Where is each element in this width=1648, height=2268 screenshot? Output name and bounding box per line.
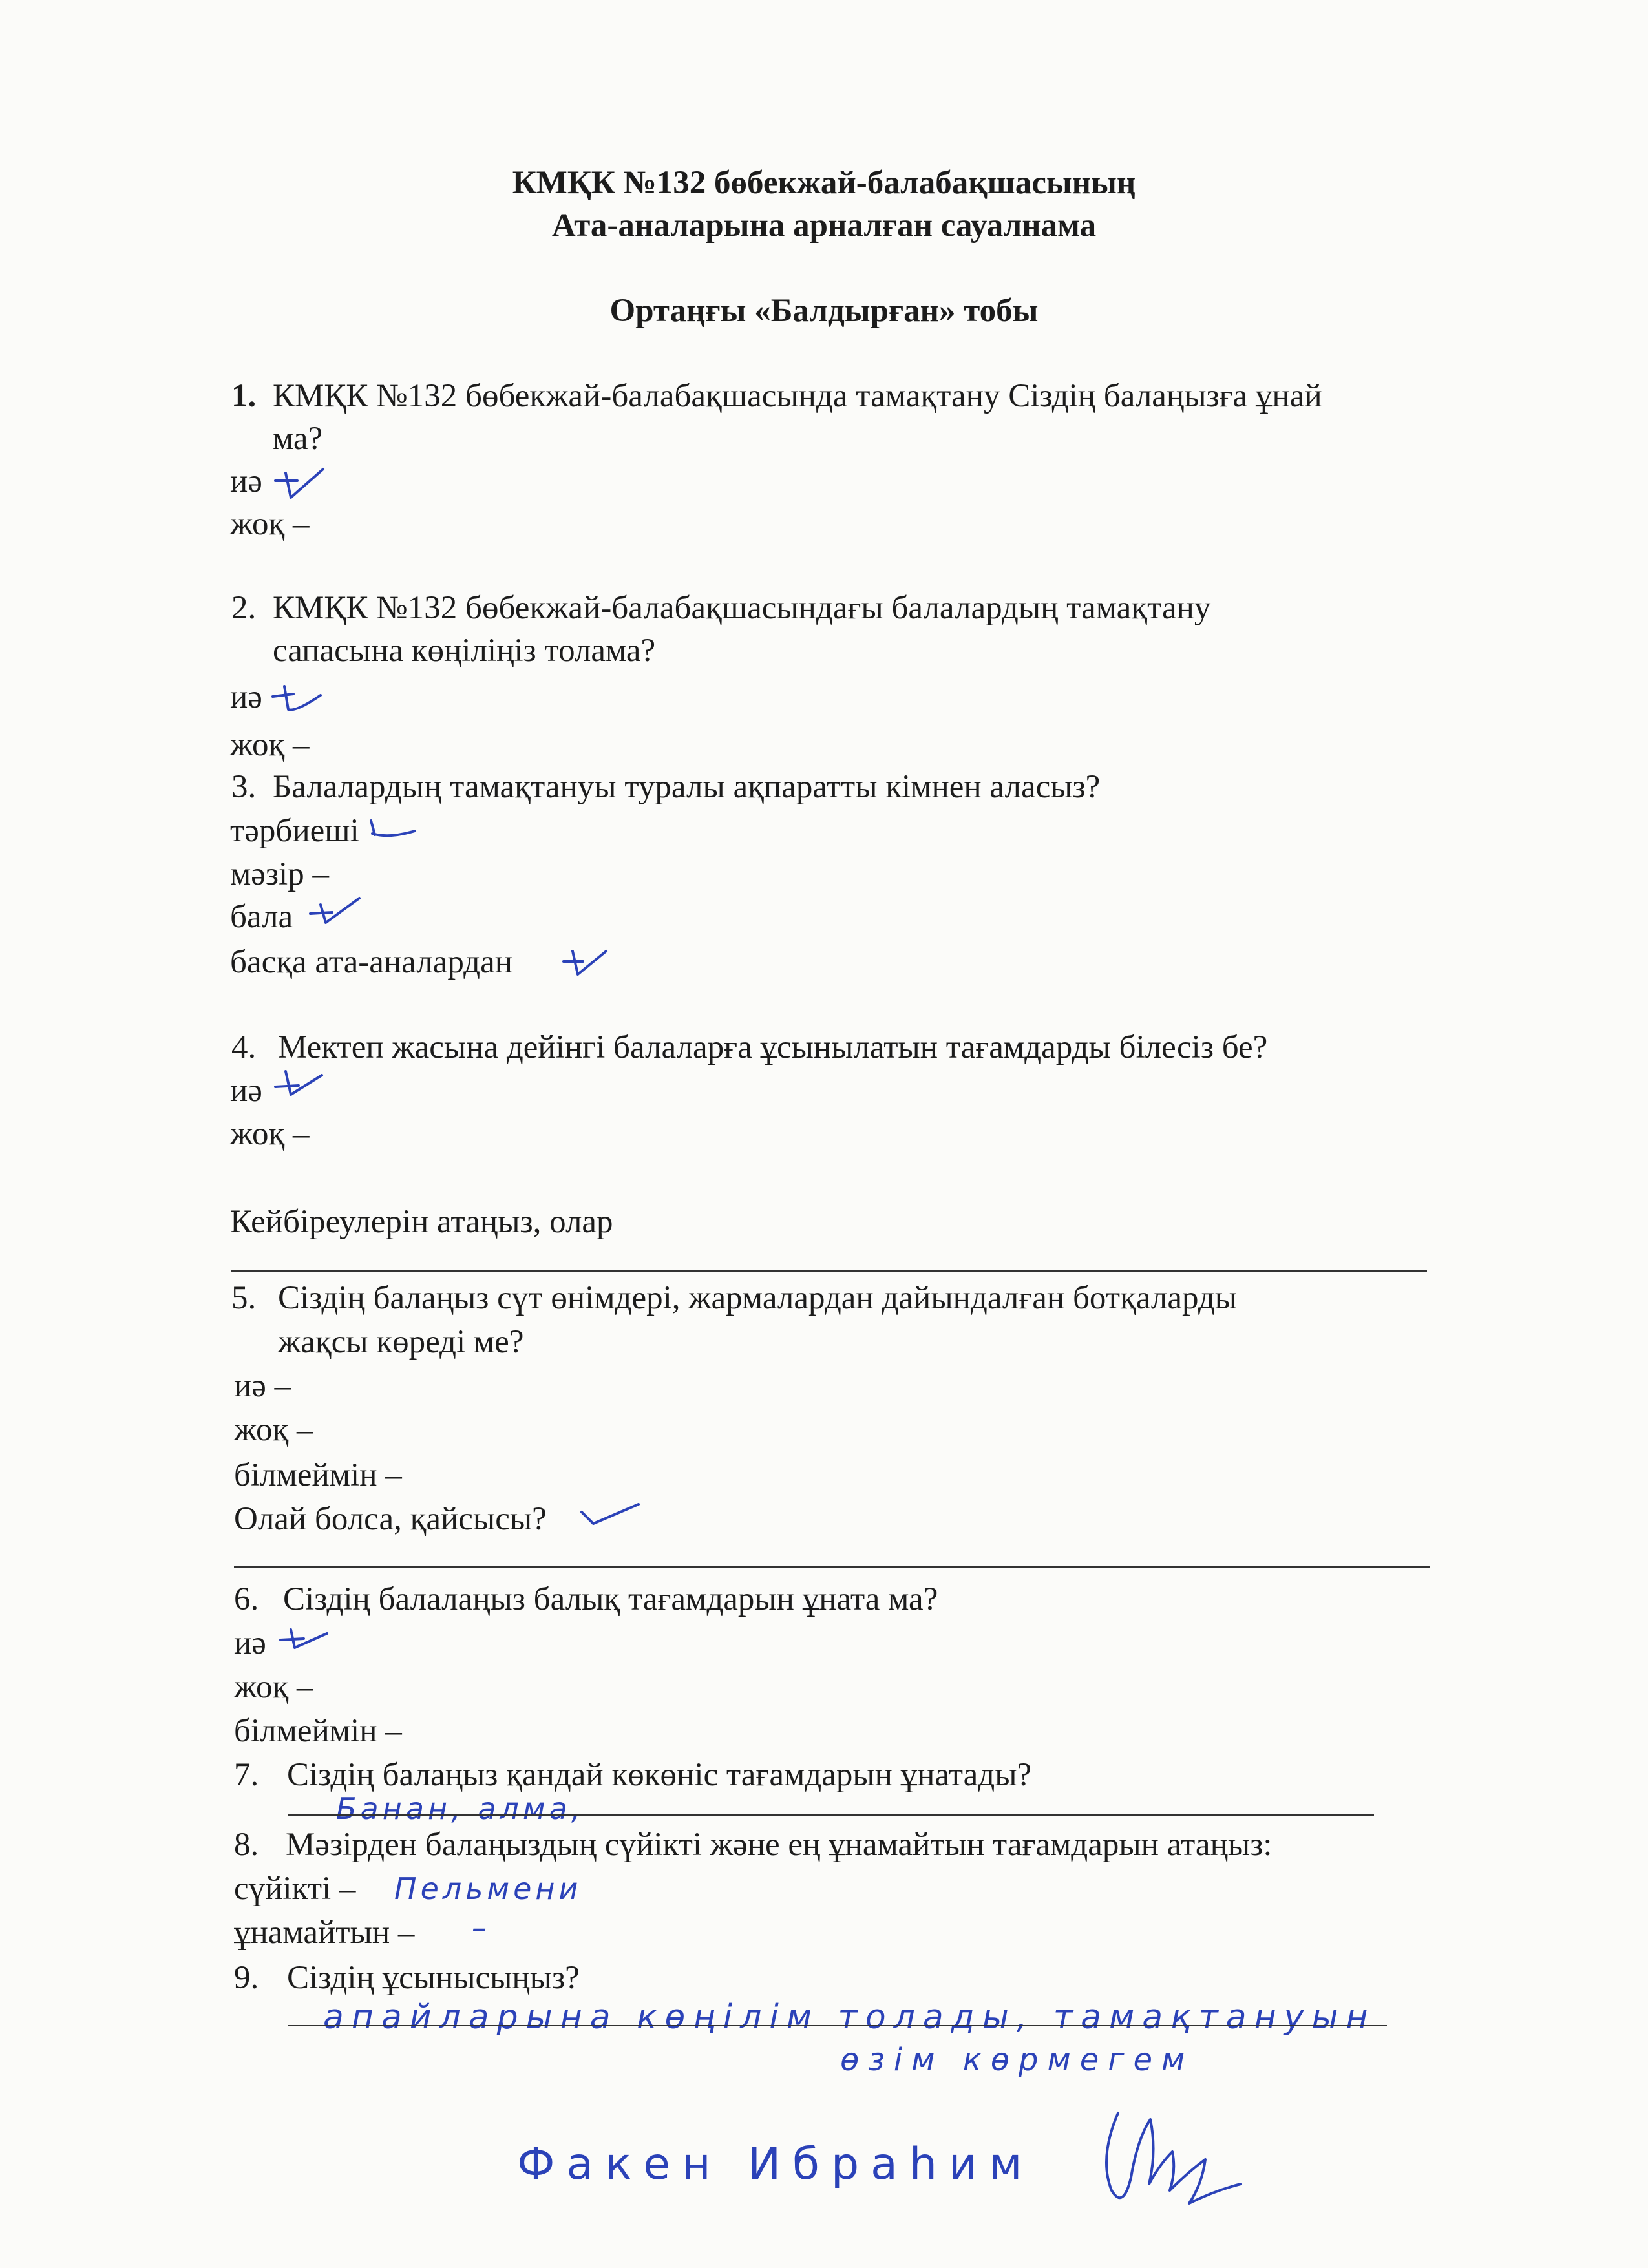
q3-option-other-parents: басқа ата-аналардан bbox=[230, 944, 513, 980]
q4-option-yes: иә bbox=[230, 1073, 262, 1109]
q3-text: Балалардың тамақтануы туралы ақпаратты кімнен аласыз? bbox=[273, 769, 1101, 805]
survey-title-line1: КМҚК №132 бөбекжай-балабақшасының bbox=[512, 165, 1136, 201]
q2-text: КМҚК №132 бөбекжай-балабақшасындағы балалардың тамақтану bbox=[273, 590, 1211, 626]
survey-title-line2: Ата-аналарына арналған сауалнама bbox=[551, 207, 1097, 244]
q5-followup-prompt: Олай болса, қайсысы? bbox=[234, 1501, 547, 1537]
q9-text: Сіздің ұсынысыңыз? bbox=[287, 1960, 580, 1996]
q4-followup-prompt: Кейбіреулерін атаңыз, олар bbox=[230, 1204, 613, 1240]
q1-number: 1. bbox=[231, 378, 257, 414]
checkmark-icon bbox=[271, 464, 330, 503]
q2-text-cont: сапасына көңіліңіз толама? bbox=[273, 633, 656, 669]
checkmark-icon bbox=[278, 1624, 336, 1657]
q5-option-no: жоқ – bbox=[234, 1412, 313, 1448]
q8-text: Мәзірден балаңыздың сүйікті және ең ұнамайтын тағамдарын атаңыз: bbox=[286, 1827, 1273, 1863]
q4-option-no: жоқ – bbox=[230, 1116, 310, 1152]
q6-number: 6. bbox=[234, 1581, 259, 1617]
q5-answer-line bbox=[234, 1566, 1430, 1568]
q1-option-yes: иә bbox=[230, 463, 262, 499]
q9-answer-line2: өзім көрмегем bbox=[840, 2042, 1194, 2078]
q4-text: Мектеп жасына дейінгі балаларға ұсынылатын тағамдарды білесіз бе? bbox=[278, 1029, 1268, 1066]
checkmark-icon bbox=[579, 1498, 644, 1530]
checkmark-icon bbox=[308, 894, 366, 933]
checkmark-icon bbox=[273, 1069, 331, 1108]
q8-disliked-answer: – bbox=[472, 1910, 491, 1945]
q3-option-menu: мәзір – bbox=[230, 856, 329, 892]
q1-text: КМҚК №132 бөбекжай-балабақшасында тамақтану Сіздің балаңызға ұнай bbox=[273, 378, 1322, 414]
q7-answer: Банан, алма, bbox=[336, 1791, 585, 1826]
q5-option-yes: иә – bbox=[234, 1368, 291, 1404]
q2-option-no: жоқ – bbox=[230, 727, 310, 763]
checkmark-icon bbox=[370, 815, 421, 848]
q3-option-child: бала bbox=[230, 899, 293, 935]
q3-number: 3. bbox=[231, 769, 257, 805]
q6-option-no: жоқ – bbox=[234, 1669, 313, 1705]
q1-text-cont: ма? bbox=[273, 421, 323, 457]
q8-favorite-answer: Пельмени bbox=[394, 1871, 582, 1906]
q5-option-dont-know: білмеймін – bbox=[234, 1457, 402, 1493]
checkmark-icon bbox=[561, 943, 619, 982]
q8-disliked-label: ұнамайтын – bbox=[234, 1915, 415, 1951]
q9-answer-line bbox=[288, 2025, 1387, 2026]
q6-text: Сіздің балалаңыз балық тағамдарын ұната ма? bbox=[283, 1581, 938, 1617]
q6-option-dont-know: білмеймін – bbox=[234, 1713, 402, 1749]
q4-number: 4. bbox=[231, 1029, 257, 1066]
q7-answer-line bbox=[288, 1814, 1374, 1816]
q9-answer-line1: апайларына көңілім толады, тамақтануын bbox=[323, 1998, 1376, 2037]
q4-answer-line bbox=[231, 1270, 1427, 1272]
q3-option-teacher: тәрбиеші bbox=[230, 813, 359, 849]
signature-scribble bbox=[1092, 2100, 1254, 2216]
q1-option-no: жоқ – bbox=[230, 506, 310, 542]
q2-option-yes: иә bbox=[230, 679, 262, 715]
q5-number: 5. bbox=[231, 1280, 257, 1316]
q6-option-yes: иә bbox=[234, 1625, 266, 1661]
group-name: Ортаңғы «Балдырған» тобы bbox=[609, 293, 1039, 329]
q5-text-cont: жақсы көреді ме? bbox=[278, 1324, 524, 1360]
q7-number: 7. bbox=[234, 1757, 259, 1793]
q7-text: Сіздің балаңыз қандай көкөніс тағамдарын ұнатады? bbox=[287, 1757, 1032, 1793]
q8-favorite-label: сүйікті – bbox=[234, 1871, 356, 1907]
q2-number: 2. bbox=[231, 590, 257, 626]
q9-number: 9. bbox=[234, 1960, 259, 1996]
signature-name: Факен Ибраhим bbox=[517, 2139, 1034, 2190]
q8-number: 8. bbox=[234, 1827, 259, 1863]
checkmark-icon bbox=[270, 680, 328, 719]
q5-text: Сіздің балаңыз сүт өнімдері, жармалардан дайындалған ботқаларды bbox=[278, 1280, 1238, 1316]
